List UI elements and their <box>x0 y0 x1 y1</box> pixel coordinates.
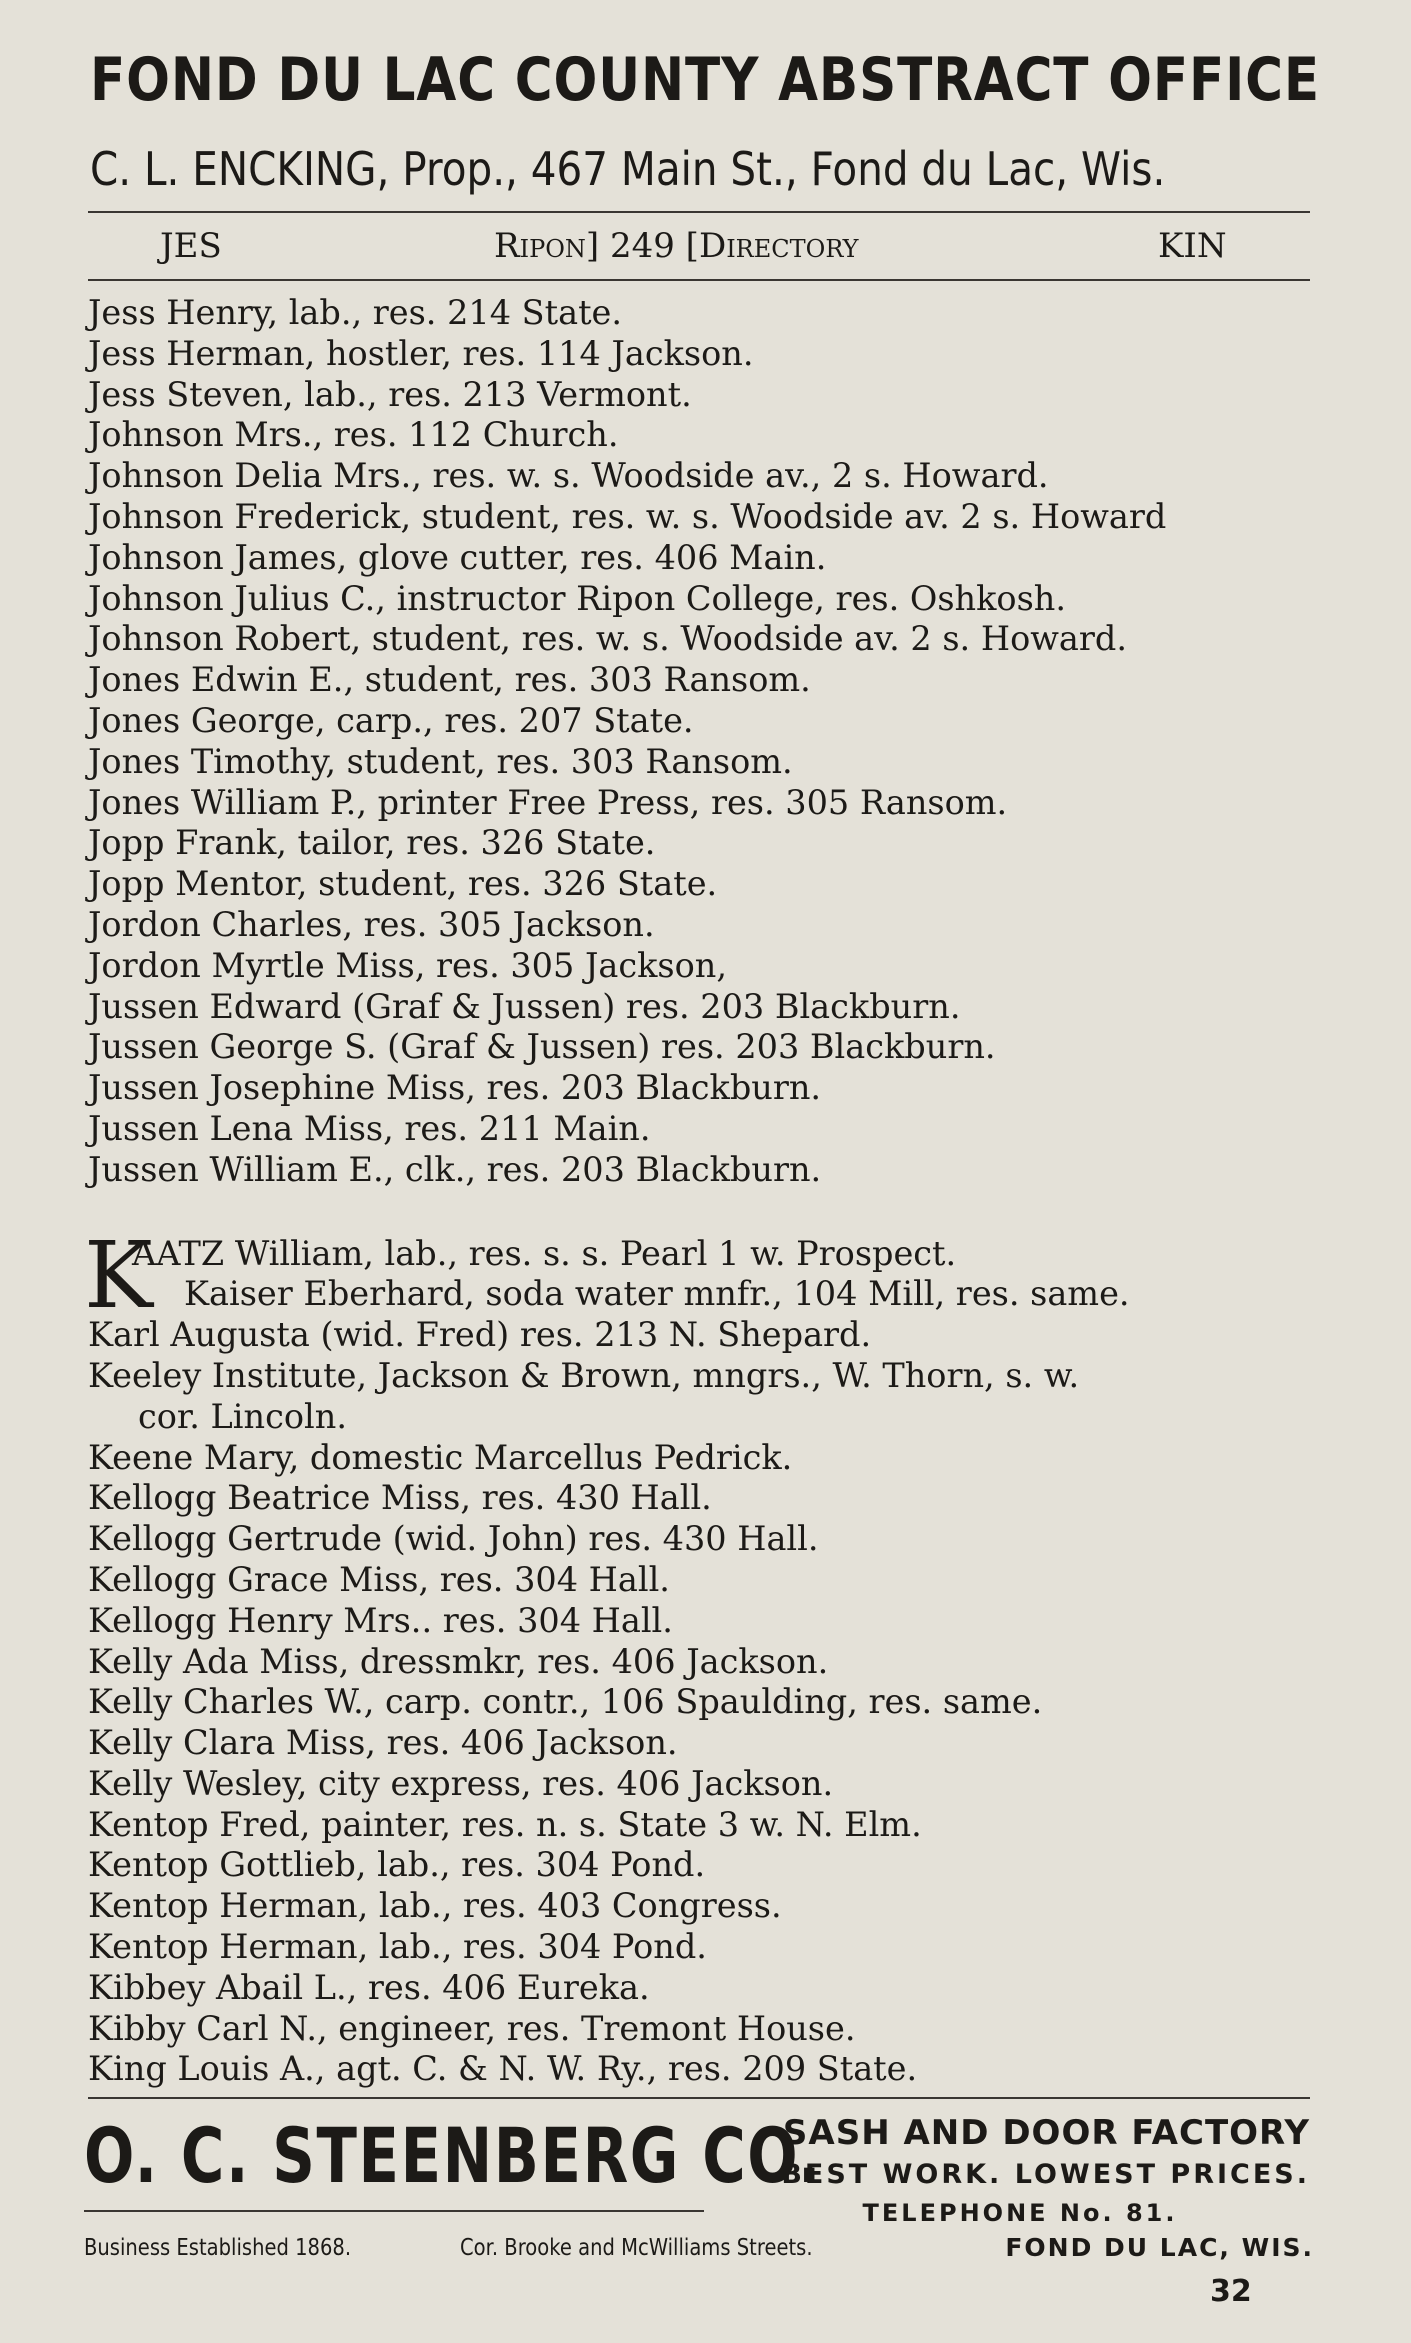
list-item: Johnson Delia Mrs., res. w. s. Woodside av., 2 s. Howard. <box>88 456 1049 496</box>
list-item: Kibbey Abail L., res. 406 Eureka. <box>88 1967 650 2007</box>
list-item: Jussen William E., clk., res. 203 Blackburn. <box>88 1149 822 1189</box>
list-item: Jones Timothy, student, res. 303 Ransom. <box>88 741 793 781</box>
list-item: Jones Edwin E., student, res. 303 Ransom. <box>88 660 811 700</box>
list-item: Jussen Lena Miss, res. 211 Main. <box>88 1108 651 1148</box>
list-item: Jordon Charles, res. 305 Jackson. <box>88 904 655 944</box>
running-head-left: JES <box>160 226 222 266</box>
footer-established: Business Established 1868. <box>84 2235 352 2261</box>
list-item: Kelly Clara Miss, res. 406 Jackson. <box>88 1723 678 1763</box>
list-item: Kellogg Gertrude (wid. John) res. 430 Hall. <box>88 1519 819 1559</box>
list-item: Jopp Mentor, student, res. 326 State. <box>88 864 718 904</box>
footer-underline <box>84 2210 704 2212</box>
list-item: Johnson James, glove cutter, res. 406 Main. <box>88 537 827 577</box>
page-number: 32 <box>1210 2274 1252 2309</box>
list-item: Jussen Josephine Miss, res. 203 Blackburn. <box>88 1068 822 1108</box>
footer-rule <box>88 2097 1310 2099</box>
k-section-start <box>84 1221 1318 1329</box>
list-item: Kentop Herman, lab., res. 304 Pond. <box>88 1927 707 1967</box>
list-item: Kellogg Beatrice Miss, res. 430 Hall. <box>88 1478 712 1518</box>
directory-entries <box>84 293 1318 2090</box>
list-item: Jess Steven, lab., res. 213 Vermont. <box>88 374 692 414</box>
entry-line: Keeley Institute, Jackson & Brown, mngrs., W. Thorn, s. w. <box>88 1355 1080 1395</box>
running-head-right: KIN <box>1158 226 1227 266</box>
list-item: Jones William P., printer Free Press, res. 305 Ransom. <box>88 782 1008 822</box>
list-item: Kelly Wesley, city express, res. 406 Jackson. <box>88 1763 834 1803</box>
list-item: Jopp Frank, tailor, res. 326 State. <box>88 823 656 863</box>
list-item: Jordon Myrtle Miss, res. 305 Jackson, <box>88 945 728 985</box>
footer-city: FOND DU LAC, WIS. <box>1005 2233 1314 2262</box>
list-item: Karl Augusta (wid. Fred) res. 213 N. Shepard. <box>88 1315 872 1355</box>
footer-bottom <box>84 2228 1314 2268</box>
footer-phone: TELEPHONE No. 81. <box>862 2199 1178 2227</box>
list-item: Kellogg Grace Miss, res. 304 Hall. <box>88 1559 670 1599</box>
list-item: Kelly Ada Miss, dressmkr, res. 406 Jackson. <box>88 1641 829 1681</box>
list-item: Jones George, carp., res. 207 State. <box>88 700 694 740</box>
list-item: Johnson Julius C., instructor Ripon College, res. Oshkosh. <box>88 578 1066 618</box>
section-gap <box>88 1191 1318 1234</box>
list-item: King Louis A., agt. C. & N. W. Ry., res. 209 State. <box>88 2049 918 2089</box>
list-item: Kelly Charles W., carp. contr., 106 Spaulding, res. same. <box>88 1682 1043 1722</box>
running-head-center: Ripon] 249 [Directory <box>494 226 859 266</box>
entry-continuation: cor. Lincoln. <box>138 1396 347 1436</box>
drop-cap: K <box>84 1221 153 1329</box>
list-item: Jess Herman, hostler, res. 114 Jackson. <box>88 333 754 373</box>
list-item: Jussen George S. (Graf & Jussen) res. 203 Blackburn. <box>88 1027 996 1067</box>
footer-advert-line1: SASH AND DOOR FACTORY <box>782 2113 1310 2153</box>
list-item: Jess Henry, lab., res. 214 State. <box>88 293 623 332</box>
list-item: Kellogg Henry Mrs.. res. 304 Hall. <box>88 1600 673 1640</box>
list-item: Kibby Carl N., engineer, res. Tremont House. <box>88 2008 856 2048</box>
banner-title: FOND DU LAC COUNTY ABSTRACT OFFICE <box>90 45 1321 115</box>
footer-advert-line2: BEST WORK. LOWEST PRICES. <box>781 2159 1310 2190</box>
footer-address: Cor. Brooke and McWilliams Streets. <box>460 2235 813 2261</box>
list-item: Kentop Fred, painter, res. n. s. State 3 w. N. Elm. <box>88 1804 922 1844</box>
footer-company-name: O. C. STEENBERG CO. <box>84 2111 823 2200</box>
list-item: AATZ William, lab., res. s. s. Pearl 1 w. Prospect. <box>132 1233 957 1273</box>
list-item: Jussen Edward (Graf & Jussen) res. 203 Blackburn. <box>88 986 961 1026</box>
list-item: Kentop Herman, lab., res. 403 Congress. <box>88 1886 782 1926</box>
list-item: Johnson Robert, student, res. w. s. Woodside av. 2 s. Howard. <box>88 619 1127 659</box>
banner-subtitle: C. L. ENCKING, Prop., 467 Main St., Fond du Lac, Wis. <box>90 142 1166 196</box>
list-item: Kaiser Eberhard, soda water mnfr., 104 Mill, res. same. <box>184 1274 1130 1314</box>
footer-advert <box>730 2110 1310 2232</box>
list-item: Kentop Gottlieb, lab., res. 304 Pond. <box>88 1845 706 1885</box>
running-head <box>88 218 1310 274</box>
list-item: Johnson Frederick, student, res. w. s. Woodside av. 2 s. Howard <box>88 496 1167 536</box>
top-rule <box>88 211 1310 213</box>
list-item <box>88 1356 1318 1438</box>
list-item: Keene Mary, domestic Marcellus Pedrick. <box>88 1437 793 1477</box>
list-item: Johnson Mrs., res. 112 Church. <box>88 415 619 455</box>
head-rule <box>88 279 1310 281</box>
